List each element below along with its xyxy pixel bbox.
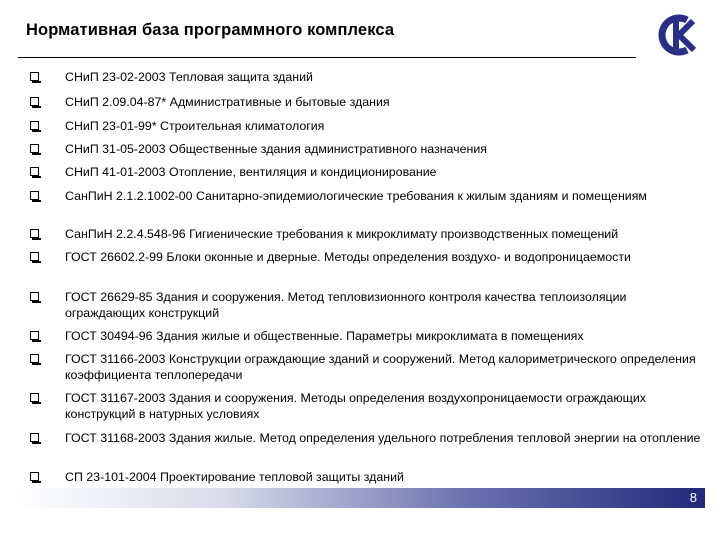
list-item-text: СП 23-101-2004 Проектирование тепловой защиты зданий — [65, 470, 404, 484]
list-item-text: ГОСТ 31166-2003 Конструкции ограждающие зданий и сооружений. Метод калориметрического определения коэффициента теплопередачи — [65, 352, 696, 382]
list-item-text: ГОСТ 30494-96 Здания жилые и общественные. Параметры микроклимата в помещениях — [65, 329, 584, 343]
page-number: 8 — [689, 490, 697, 505]
list-item-text: СанПиН 2.2.4.548-96 Гигиенические требования к микроклимату производственных помещений — [65, 227, 619, 241]
ck-logo-icon — [653, 10, 703, 60]
checkbox-bullet-icon — [30, 292, 39, 301]
footer-bar — [17, 488, 705, 508]
checkbox-bullet-icon — [30, 191, 39, 200]
list-item-text: СНиП 2.09.04-87* Административные и бытовые здания — [65, 95, 390, 109]
list-item-text: СНиП 41-01-2003 Отопление, вентиляция и кондиционирование — [65, 165, 437, 179]
title-divider — [18, 57, 636, 58]
list-item-text: ГОСТ 31167-2003 Здания и сооружения. Методы определения воздухопроницаемости ограждающих конструкций в натурных условиях — [65, 391, 646, 421]
checkbox-bullet-icon — [30, 331, 39, 340]
checkbox-bullet-icon — [30, 144, 39, 153]
checkbox-bullet-icon — [30, 433, 39, 442]
checkbox-bullet-icon — [30, 97, 39, 106]
list-item-text: ГОСТ 26629-85 Здания и сооружения. Метод тепловизионного контроля качества теплоизоляции ограждающих конструкций — [65, 290, 627, 320]
checkbox-bullet-icon — [30, 167, 39, 176]
page-title: Нормативная база программного комплекса — [26, 21, 395, 39]
list-item-text: СНиП 31-05-2003 Общественные здания административного назначения — [65, 142, 488, 156]
checkbox-bullet-icon — [30, 393, 39, 402]
list-item-text: СанПиН 2.1.2.1002-00 Санитарно-эпидемиологические требования к жилым зданиям и помещениям — [65, 189, 647, 203]
checkbox-bullet-icon — [30, 72, 39, 81]
checkbox-bullet-icon — [30, 229, 39, 238]
list-item-text: СНиП 23-02-2003 Тепловая защита зданий — [65, 70, 313, 84]
checkbox-bullet-icon — [30, 472, 39, 481]
checkbox-bullet-icon — [30, 121, 39, 130]
list-item-text: ГОСТ 31168-2003 Здания жилые. Метод определения удельного потребления тепловой энергии на отопление — [65, 431, 701, 445]
list-item-text: СНиП 23-01-99* Строительная климатология — [65, 119, 325, 133]
checkbox-bullet-icon — [30, 354, 39, 363]
checkbox-bullet-icon — [30, 252, 39, 261]
list-item-text: ГОСТ 26602.2-99 Блоки оконные и дверные. Методы определения воздухо- и водопроницаемости — [65, 250, 631, 264]
